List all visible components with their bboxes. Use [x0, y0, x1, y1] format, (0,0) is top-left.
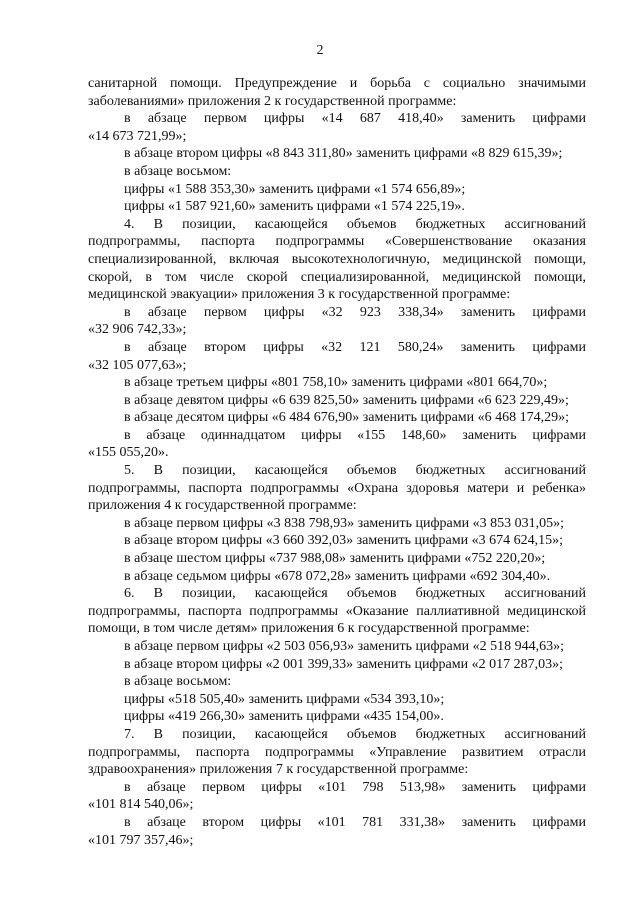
- text-line: «32 906 742,33»;: [88, 322, 187, 338]
- text-line: «101 814 540,06»;: [88, 797, 194, 813]
- text-line: подпрограммы, паспорта подпрограммы «Оказание паллиативной медицинской: [88, 603, 586, 619]
- text-line: здравоохранения» приложения 7 к государственной программе:: [88, 762, 469, 778]
- text-line: в абзаце втором цифры «3 660 392,03» заменить цифрами «3 674 624,15»;: [124, 533, 563, 549]
- page-number: 2: [316, 43, 324, 58]
- text-line: в абзаце втором цифры «101 781 331,38» заменить цифрами: [124, 814, 586, 830]
- text-line: в абзаце первом цифры «2 503 056,93» заменить цифрами «2 518 944,63»;: [124, 639, 564, 654]
- text-line: санитарной помощи. Предупреждение и борьба с социально значимыми: [88, 76, 586, 91]
- text-line: цифры «419 266,30» заменить цифрами «435 154,00».: [124, 709, 444, 725]
- text-line: подпрограммы, паспорта подпрограммы «Совершенствование оказания: [88, 234, 586, 250]
- text-line: в абзаце втором цифры «32 121 580,24» заменить цифрами: [124, 339, 586, 355]
- text-line: в абзаце шестом цифры «737 988,08» заменить цифрами «752 220,20»;: [124, 551, 546, 567]
- text-line: в абзаце седьмом цифры «678 072,28» заменить цифрами «692 304,40».: [124, 568, 551, 584]
- text-line: подпрограммы, паспорта подпрограммы «Охрана здоровья матери и ребенка»: [88, 480, 586, 496]
- text-line: «32 105 077,63»;: [88, 357, 187, 373]
- text-line: в абзаце девятом цифры «6 639 825,50» заменить цифрами «6 623 229,49»;: [124, 392, 569, 408]
- text-line: в абзаце первом цифры «32 923 338,34» заменить цифрами: [124, 304, 586, 320]
- text-line: в абзаце восьмом:: [124, 674, 232, 690]
- text-line: цифры «518 505,40» заменить цифрами «534 393,10»;: [124, 691, 445, 707]
- text-line: специализированной, включая высокотехнологичную, медицинской помощи,: [88, 251, 586, 267]
- text-line: медицинской эвакуации» приложения 3 к государственной программе:: [88, 287, 511, 303]
- text-line: 5. В позиции, касающейся объемов бюджетных ассигнований: [124, 463, 586, 479]
- text-line: приложения 4 к государственной программе:: [88, 498, 357, 514]
- text-line: скорой, в том числе скорой специализированной, медицинской помощи,: [88, 269, 586, 285]
- text-line: в абзаце восьмом:: [124, 163, 232, 179]
- text-line: «101 797 357,46»;: [88, 832, 194, 848]
- text-line: заболеваниями» приложения 2 к государственной программе:: [88, 93, 457, 109]
- document-body: [88, 75, 586, 849]
- text-line: «155 055,20».: [88, 445, 169, 461]
- text-line: 7. В позиции, касающейся объемов бюджетных ассигнований: [124, 726, 586, 742]
- text-line: «14 673 721,99»;: [88, 128, 187, 144]
- text-line: подпрограммы, паспорта подпрограммы «Управление развитием отрасли: [88, 744, 586, 760]
- text-line: в абзаце первом цифры «3 838 798,93» заменить цифрами «3 853 031,05»;: [124, 515, 564, 531]
- text-line: помощи, в том числе детям» приложения 6 к государственной программе:: [88, 621, 530, 637]
- text-line: 6. В позиции, касающейся объемов бюджетных ассигнований: [124, 586, 586, 602]
- text-line: в абзаце первом цифры «101 798 513,98» заменить цифрами: [124, 779, 586, 795]
- text-line: в абзаце втором цифры «8 843 311,80» заменить цифрами «8 829 615,39»;: [124, 146, 563, 162]
- text-line: цифры «1 587 921,60» заменить цифрами «1 574 225,19».: [124, 199, 465, 215]
- text-line: в абзаце первом цифры «14 687 418,40» заменить цифрами: [124, 111, 586, 127]
- text-line: цифры «1 588 353,30» заменить цифрами «1 574 656,89»;: [124, 181, 466, 197]
- text-line: в абзаце втором цифры «2 001 399,33» заменить цифрами «2 017 287,03»;: [124, 656, 563, 672]
- text-line: в абзаце одиннадцатом цифры «155 148,60» заменить цифрами: [124, 427, 586, 443]
- text-line: в абзаце третьем цифры «801 758,10» заменить цифрами «801 664,70»;: [124, 375, 548, 391]
- text-line: 4. В позиции, касающейся объемов бюджетных ассигнований: [124, 216, 586, 232]
- text-line: в абзаце десятом цифры «6 484 676,90» заменить цифрами «6 468 174,29»;: [124, 410, 570, 426]
